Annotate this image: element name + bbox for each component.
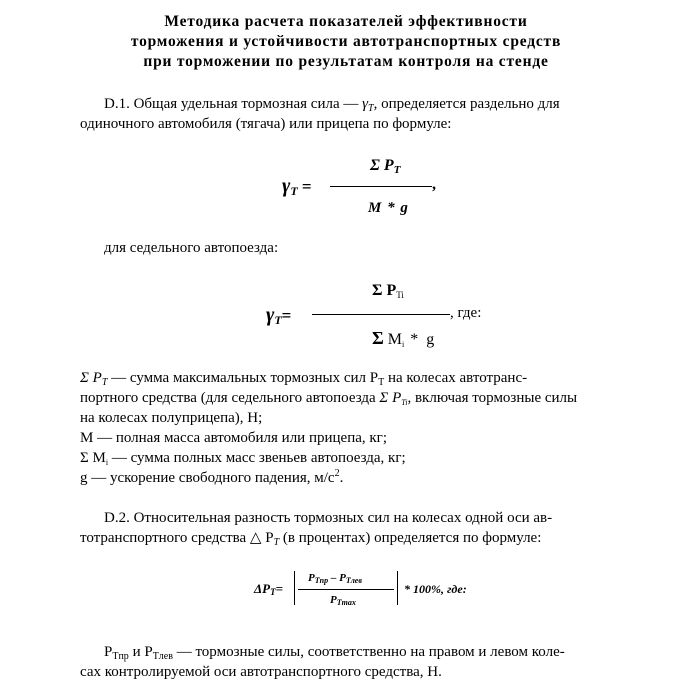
formula3-lhs: $\Delta P_T=$ — [254, 581, 284, 597]
formula2-tail: , где: — [450, 305, 482, 321]
formula1-fraction-line — [330, 186, 432, 187]
definition-sum-p-line-3: на колесах полуприцепа), Н; — [80, 410, 263, 426]
formula1-denominator: M * g — [368, 200, 409, 216]
d2-line-1: D.2. Относительная разность тормозных сил на колесах одной оси ав- — [104, 510, 553, 526]
formula2-numerator: Σ $P_{Ti}$ — [372, 282, 404, 300]
title-line-1: Методика расчета показателей эффективности — [164, 13, 528, 30]
definition-m: М — полная масса автомобиля или прицепа, кг; — [80, 430, 387, 446]
document-title — [0, 12, 692, 72]
semi-trailer-text: для седельного автопоезда: — [104, 240, 279, 256]
gamma-symbol: γ — [362, 96, 369, 112]
final-line-2: сах контролируемой оси автотранспортного средства, Н. — [80, 664, 442, 680]
d1-rest: , определяется раздельно для — [373, 96, 560, 112]
formula1-comma: , — [432, 176, 436, 193]
formula2-lhs: $\gamma_T=$ — [266, 304, 292, 327]
formula3-numerator: $P_{Tпр} - P_{Tлев}$ — [308, 572, 362, 585]
formula1-numerator: Σ $P_T$ — [370, 157, 401, 176]
definition-sum-p-line-2: портного средства (для седельного автопоезда Σ $P_{Ti}$, включая тормозные силы — [80, 390, 578, 407]
formula3-abs-bar-right — [397, 571, 398, 605]
paragraph-d1 — [80, 94, 652, 134]
d1-line-2: одиночного автомобиля (тягача) или прицепа по формуле: — [80, 116, 452, 132]
formula3-denominator: $P_{Tmax}$ — [330, 594, 356, 607]
definition-sum-m: Σ $M_i$ — сумма полных масс звеньев автопоезда, кг; — [80, 450, 406, 467]
gamma-subscript: T — [368, 103, 374, 114]
formula2-denominator: Σ $M_i$ * g — [372, 328, 437, 349]
title-line-2: торможения и устойчивости автотранспортных средств — [130, 33, 562, 50]
title-line-3: при торможении по результатам контроля на стенде — [143, 53, 549, 70]
formula3-tail: * 100%, где: — [404, 582, 467, 596]
formula2-fraction-line — [312, 314, 450, 315]
paragraph-final: $P_{Tпр}$ и $P_{Tлев}$ — тормозные силы, соответственно на правом и левом коле- сах контролируемой оси автотранспортного средства, Н. — [80, 642, 652, 682]
definition-g: g — ускорение свободного падения, $м/с^2$. — [80, 468, 344, 486]
formula3-fraction-line — [298, 589, 394, 590]
definition-sum-p: Σ $P_T$ — сумма максимальных тормозных сил $P_T$ на колесах автотранс- — [80, 370, 528, 388]
paragraph-d2 — [80, 508, 652, 548]
formula1-lhs: $\gamma_T$ = — [282, 175, 312, 198]
d1-lead: D.1. Общая удельная тормозная сила — — [104, 96, 363, 112]
d2-line-2: тотранспортного средства △ $P_T$ (в процентах) определяется по формуле: — [80, 530, 542, 548]
formula3-abs-bar-left — [294, 571, 295, 605]
